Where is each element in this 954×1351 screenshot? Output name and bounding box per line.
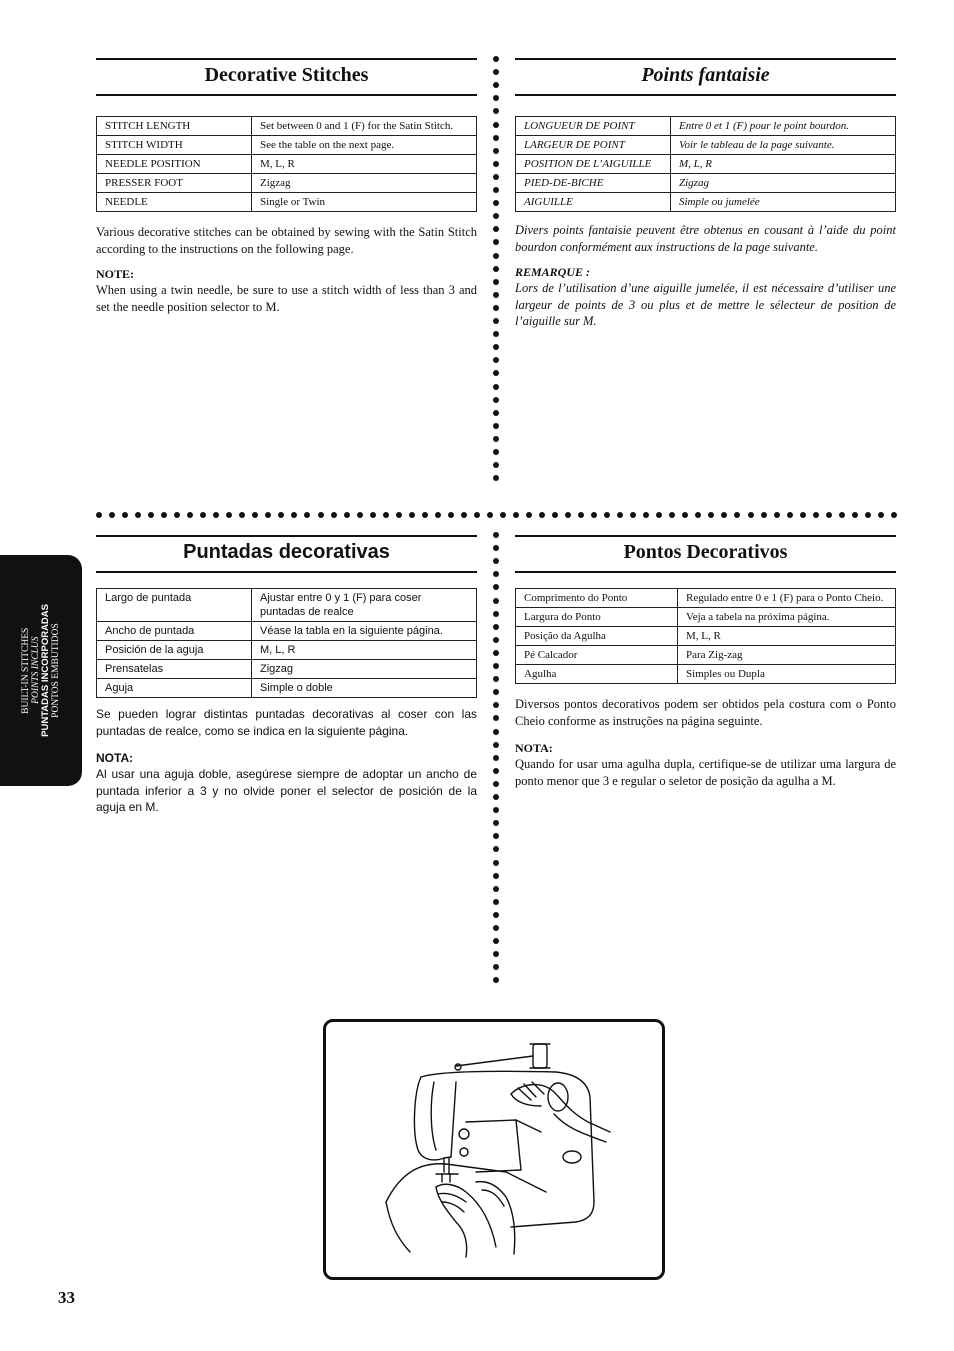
- divider-dot: [493, 886, 499, 892]
- section-title-en: Decorative Stitches: [96, 58, 477, 96]
- divider-dot: [493, 135, 499, 141]
- section-es: [96, 535, 477, 816]
- divider-dot: [748, 512, 754, 518]
- divider-dot: [493, 611, 499, 617]
- divider-dot: [839, 512, 845, 518]
- divider-dot: [226, 512, 232, 518]
- divider-dot: [800, 512, 806, 518]
- divider-dot: [213, 512, 219, 518]
- divider-dot: [493, 318, 499, 324]
- divider-dot: [291, 512, 297, 518]
- divider-dot: [578, 512, 584, 518]
- divider-dot: [493, 161, 499, 167]
- divider-dot: [878, 512, 884, 518]
- divider-dot: [493, 213, 499, 219]
- divider-dot: [493, 423, 499, 429]
- divider-dot: [695, 512, 701, 518]
- divider-dot: [493, 266, 499, 272]
- body-text-es: Se pueden lograr distintas puntadas decorativas al coser con las puntadas de realce, como se indica en la siguiente página.: [96, 707, 477, 738]
- divider-dot: [493, 977, 499, 983]
- divider-dot: [493, 239, 499, 245]
- divider-dot: [493, 964, 499, 970]
- note-text-en: When using a twin needle, be sure to use a stitch width of less than 3 and set the needle position selector to M.: [96, 283, 477, 314]
- vertical-divider-bottom: [493, 532, 499, 990]
- divider-dot: [493, 781, 499, 787]
- divider-dot: [865, 512, 871, 518]
- note-label-en: NOTE:: [96, 267, 135, 281]
- divider-dot: [604, 512, 610, 518]
- divider-dot: [552, 512, 558, 518]
- divider-dot: [493, 702, 499, 708]
- divider-dot: [493, 305, 499, 311]
- side-tab-fr: POINTS INCLUS: [31, 636, 41, 705]
- divider-dot: [493, 344, 499, 350]
- divider-dot: [493, 755, 499, 761]
- divider-dot: [493, 794, 499, 800]
- divider-dot: [174, 512, 180, 518]
- divider-dot: [161, 512, 167, 518]
- divider-dot: [493, 820, 499, 826]
- table-row: Aguja Simple o doble: [97, 679, 477, 698]
- divider-dot: [513, 512, 519, 518]
- divider-dot: [493, 742, 499, 748]
- divider-dot: [539, 512, 545, 518]
- divider-dot: [487, 512, 493, 518]
- divider-dot: [461, 512, 467, 518]
- divider-dot: [200, 512, 206, 518]
- divider-dot: [813, 512, 819, 518]
- divider-dot: [669, 512, 675, 518]
- divider-dot: [591, 512, 597, 518]
- body-text-pt: Diversos pontos decorativos podem ser obtidos pela costura com o Ponto Cheio conforme as instruções na página seguinte.: [515, 697, 896, 728]
- table-row: STITCH LENGTH Set between 0 and 1 (F) for the Satin Stitch.: [97, 117, 477, 136]
- divider-dot: [474, 512, 480, 518]
- spec-table-fr: [515, 116, 896, 212]
- table-row: Posição da Agulha M, L, R: [516, 627, 896, 646]
- table-row: NEEDLE Single or Twin: [97, 193, 477, 212]
- divider-dot: [493, 860, 499, 866]
- divider-dot: [109, 512, 115, 518]
- divider-dot: [135, 512, 141, 518]
- divider-dot: [493, 715, 499, 721]
- table-row: PRESSER FOOT Zigzag: [97, 174, 477, 193]
- divider-dot: [493, 370, 499, 376]
- divider-dot: [852, 512, 858, 518]
- divider-dot: [682, 512, 688, 518]
- divider-dot: [734, 512, 740, 518]
- divider-dot: [396, 512, 402, 518]
- divider-dot: [708, 512, 714, 518]
- table-row: Prensatelas Zigzag: [97, 660, 477, 679]
- spec-table-es: [96, 588, 477, 698]
- divider-dot: [252, 512, 258, 518]
- divider-dot: [370, 512, 376, 518]
- divider-dot: [493, 279, 499, 285]
- section-title-es: Puntadas decorativas: [96, 535, 477, 573]
- divider-dot: [344, 512, 350, 518]
- divider-dot: [500, 512, 506, 518]
- table-row: PIED-DE-BICHE Zigzag: [516, 174, 896, 193]
- section-fr: [515, 58, 896, 330]
- table-row: POSITION DE L’AIGUILLE M, L, R: [516, 155, 896, 174]
- divider-dot: [493, 689, 499, 695]
- divider-dot: [493, 624, 499, 630]
- divider-dot: [493, 148, 499, 154]
- table-row: LARGEUR DE POINT Voir le tableau de la page suivante.: [516, 136, 896, 155]
- divider-dot: [493, 56, 499, 62]
- divider-dot: [493, 532, 499, 538]
- divider-dot: [493, 331, 499, 337]
- divider-dot: [493, 122, 499, 128]
- divider-dot: [774, 512, 780, 518]
- divider-dot: [493, 292, 499, 298]
- divider-dot: [435, 512, 441, 518]
- divider-dot: [493, 768, 499, 774]
- divider-dot: [239, 512, 245, 518]
- table-row: Posición de la aguja M, L, R: [97, 641, 477, 660]
- table-row: STITCH WIDTH See the table on the next page.: [97, 136, 477, 155]
- divider-dot: [493, 174, 499, 180]
- side-tab-en: BUILT-IN STITCHES: [21, 627, 31, 714]
- divider-dot: [493, 436, 499, 442]
- note-text-fr: Lors de l’utilisation d’une aiguille jumelée, il est nécessaire d’utiliser une largeur de points de 3 ou plus et de mettre le sélecteur de position de l’aiguille sur M.: [515, 281, 896, 328]
- divider-dot: [493, 82, 499, 88]
- table-row: NEEDLE POSITION M, L, R: [97, 155, 477, 174]
- note-label-pt: NOTA:: [515, 741, 553, 755]
- table-row: LONGUEUR DE POINT Entre 0 et 1 (F) pour le point bourdon.: [516, 117, 896, 136]
- divider-dot: [643, 512, 649, 518]
- divider-dot: [493, 650, 499, 656]
- divider-dot: [493, 676, 499, 682]
- table-row: Comprimento do Ponto Regulado entre 0 e 1 (F) para o Ponto Cheio.: [516, 589, 896, 608]
- divider-dot: [617, 512, 623, 518]
- divider-dot: [493, 410, 499, 416]
- divider-dot: [493, 384, 499, 390]
- note-text-es: Al usar una aguja doble, asegúrese siempre de adoptar un ancho de puntada inferior a 3 y no olvide poner el selector de posición de la aguja en M.: [96, 767, 477, 814]
- divider-dot: [304, 512, 310, 518]
- divider-dot: [493, 95, 499, 101]
- divider-dot: [357, 512, 363, 518]
- divider-dot: [493, 558, 499, 564]
- table-row: Pé Calcador Para Zig-zag: [516, 646, 896, 665]
- spec-table-en: [96, 116, 477, 212]
- divider-dot: [331, 512, 337, 518]
- divider-dot: [493, 925, 499, 931]
- side-tab-pt: PONTOS EMBUTIDOS: [51, 623, 61, 718]
- divider-dot: [409, 512, 415, 518]
- divider-dot: [493, 833, 499, 839]
- section-en: [96, 58, 477, 315]
- divider-dot: [493, 912, 499, 918]
- divider-dot: [493, 598, 499, 604]
- side-tab: [0, 555, 82, 786]
- divider-dot: [493, 873, 499, 879]
- divider-dot: [721, 512, 727, 518]
- divider-dot: [122, 512, 128, 518]
- table-row: Ancho de puntada Véase la tabla en la siguiente página.: [97, 622, 477, 641]
- divider-dot: [526, 512, 532, 518]
- divider-dot: [493, 253, 499, 259]
- sewing-illustration-frame: [323, 1019, 665, 1280]
- divider-dot: [383, 512, 389, 518]
- divider-dot: [493, 200, 499, 206]
- divider-dot: [493, 226, 499, 232]
- side-tab-es: PUNTADAS INCORPORADAS: [40, 604, 51, 737]
- divider-dot: [493, 462, 499, 468]
- section-pt: [515, 535, 896, 789]
- divider-dot: [826, 512, 832, 518]
- divider-dot: [148, 512, 154, 518]
- horizontal-divider: [96, 512, 896, 518]
- divider-dot: [493, 899, 499, 905]
- body-text-fr: Divers points fantaisie peuvent être obtenus en cousant à l’aide du point bourdon conformément aux instructions de la page suivante.: [515, 223, 896, 254]
- body-text-en: Various decorative stitches can be obtained by sewing with the Satin Stitch according to the instructions on the following page.: [96, 225, 477, 256]
- table-row: Largo de puntada Ajustar entre 0 y 1 (F) para coser puntadas de realce: [97, 589, 477, 622]
- divider-dot: [493, 584, 499, 590]
- divider-dot: [493, 663, 499, 669]
- section-title-pt: Pontos Decorativos: [515, 535, 896, 573]
- sewing-machine-illustration: [326, 1022, 662, 1277]
- divider-dot: [493, 449, 499, 455]
- divider-dot: [493, 187, 499, 193]
- divider-dot: [493, 637, 499, 643]
- note-text-pt: Quando for usar uma agulha dupla, certifique-se de utilizar uma largura de ponto menor que 3 e regular o seletor de posição da agulha a M.: [515, 757, 896, 788]
- divider-dot: [493, 397, 499, 403]
- divider-dot: [493, 545, 499, 551]
- divider-dot: [493, 69, 499, 75]
- section-title-fr: Points fantaisie: [515, 58, 896, 96]
- divider-dot: [318, 512, 324, 518]
- note-label-es: NOTA:: [96, 751, 134, 765]
- divider-dot: [493, 938, 499, 944]
- divider-dot: [493, 951, 499, 957]
- vertical-divider-top: [493, 56, 499, 488]
- spec-table-pt: [515, 588, 896, 684]
- divider-dot: [265, 512, 271, 518]
- divider-dot: [422, 512, 428, 518]
- divider-dot: [565, 512, 571, 518]
- divider-dot: [493, 846, 499, 852]
- divider-dot: [630, 512, 636, 518]
- note-label-fr: REMARQUE :: [515, 265, 591, 279]
- divider-dot: [493, 475, 499, 481]
- divider-dot: [278, 512, 284, 518]
- page-number: 33: [58, 1288, 75, 1307]
- divider-dot: [656, 512, 662, 518]
- divider-dot: [493, 729, 499, 735]
- divider-dot: [493, 571, 499, 577]
- divider-dot: [891, 512, 897, 518]
- divider-dot: [493, 108, 499, 114]
- divider-dot: [96, 512, 102, 518]
- divider-dot: [493, 807, 499, 813]
- divider-dot: [187, 512, 193, 518]
- divider-dot: [493, 357, 499, 363]
- table-row: Largura do Ponto Veja a tabela na próxima página.: [516, 608, 896, 627]
- table-row: AIGUILLE Simple ou jumelée: [516, 193, 896, 212]
- divider-dot: [448, 512, 454, 518]
- divider-dot: [787, 512, 793, 518]
- divider-dot: [761, 512, 767, 518]
- table-row: Agulha Simples ou Dupla: [516, 665, 896, 684]
